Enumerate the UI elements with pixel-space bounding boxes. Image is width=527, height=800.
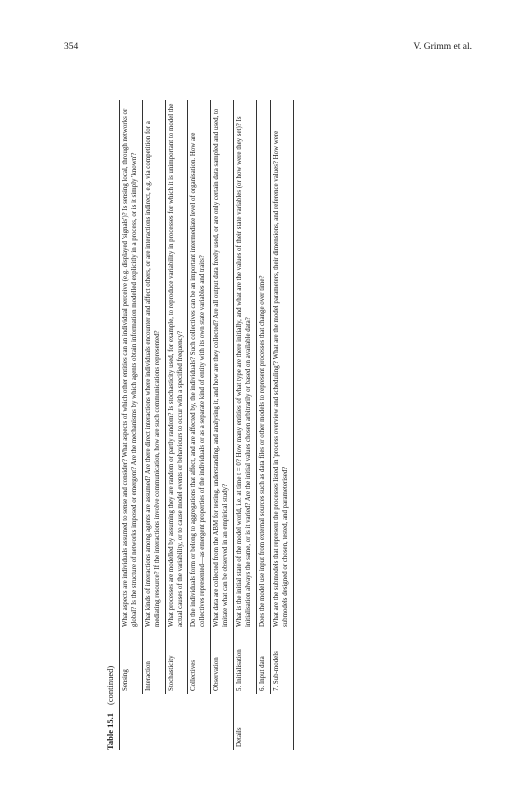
element-cell: Observation <box>211 630 234 694</box>
category-cell <box>142 694 165 750</box>
element-cell: 6. Input data <box>256 630 270 694</box>
table-caption-text: (continued) <box>105 665 115 705</box>
table-label: Table 15.1 <box>105 712 115 750</box>
element-cell: 5. Initialisation <box>234 630 257 694</box>
table-caption <box>105 666 115 750</box>
ode-protocol-table <box>119 100 294 750</box>
page-number: 354 <box>64 42 79 52</box>
table-row <box>234 100 257 750</box>
question-cell: What processes are modelled by assuming they are random or partly random? Is stochasticity used, for example, to reproduce variability in processes for which it is unimportant to model the actual causes of the variability, or to cause model events or behaviours to occur with a specified frequency? <box>165 100 188 630</box>
table-row <box>270 100 293 750</box>
running-head-author: V. Grimm et al. <box>413 42 472 52</box>
category-cell <box>211 694 234 750</box>
question-cell: What kinds of interactions among agents are assumed? Are there direct interactions where individuals encounter and affect others, or are interactions indirect, e.g. via competition for a mediating resource? If the interactions involve communication, how are such communications represented? <box>142 100 165 630</box>
table-row <box>165 100 188 750</box>
question-cell: What aspects are individuals assumed to sense and consider? What aspects of which other entities can an individual perceive (e.g. displayed 'signals')? Is sensing local, through networks or global? Is the structure of networks imposed or emergent? Are the mechanisms by which agents obtain information modelled explicitly in a process, or is it simply 'known'? <box>120 100 143 630</box>
category-cell <box>165 694 188 750</box>
category-cell <box>120 694 143 750</box>
table-row <box>142 100 165 750</box>
question-cell: What is the initial state of the model world, i.e. at time t = 0? How many entities of what type are there initially, and what are the values of their state variables (or how were they set)? Is initialisation always the same, or is it varied? Are the initial values chosen arbitrarily or based on available data? <box>234 100 257 630</box>
table-row <box>256 100 270 750</box>
element-cell: Stochasticity <box>165 630 188 694</box>
element-cell: Interaction <box>142 630 165 694</box>
category-cell <box>270 694 293 750</box>
element-cell: Sensing <box>120 630 143 694</box>
category-cell: Details <box>234 694 257 750</box>
question-cell: Does the model use input from external sources such as data files or other models to represent processes that change over time? <box>256 100 270 630</box>
category-cell <box>188 694 211 750</box>
table-row <box>120 100 143 750</box>
question-cell: Do the individuals form or belong to aggregations that affect, and are affected by, the individuals? Such collectives can be an important intermediate level of organisation. How are collectives represented—as emergent properties of the individuals or as a separate kind of entity with its own state variables and traits? <box>188 100 211 630</box>
rotated-table-block <box>105 100 415 750</box>
table-row <box>211 100 234 750</box>
element-cell: Collectives <box>188 630 211 694</box>
table-row <box>188 100 211 750</box>
question-cell: What are the submodels that represent the processes listed in 'process overview and scheduling'? What are the model parameters, their dimensions, and reference values? How were submodels designed or chosen, tested, and parameterised? <box>270 100 293 630</box>
element-cell: 7. Sub-models <box>270 630 293 694</box>
category-cell <box>256 694 270 750</box>
question-cell: What data are collected from the ABM for testing, understanding, and analysing it, and how are they collected? Are all output data freely used, or are only certain data sampled and used, to imitate what can be observed in an empirical study? <box>211 100 234 630</box>
